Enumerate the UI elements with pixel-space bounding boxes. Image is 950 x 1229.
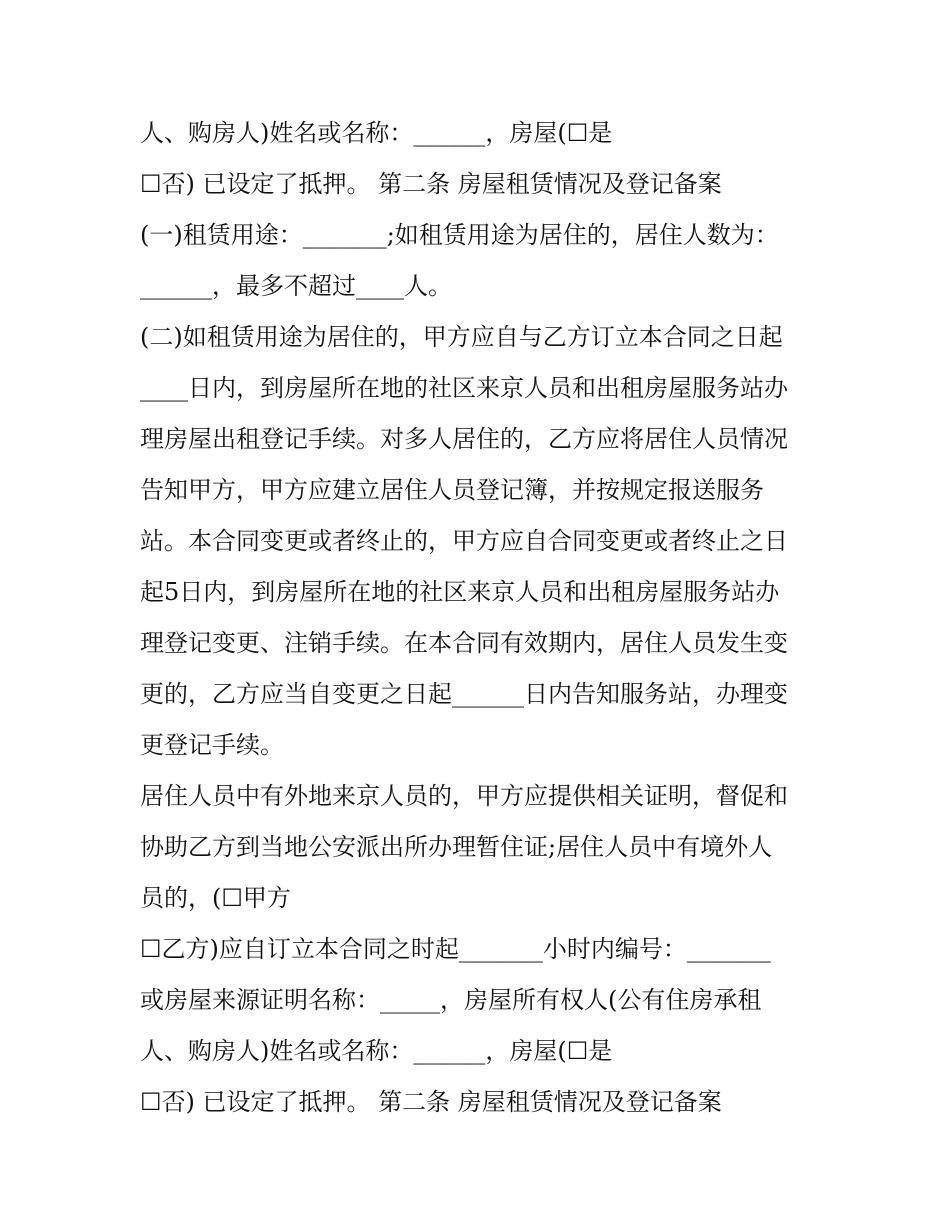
text-line: 居住人员中有外地来京人员的，甲方应提供相关证明，督促和 — [140, 782, 788, 810]
text-line: ______，最多不超过____人。 — [140, 272, 452, 300]
text-line: (二)如租赁用途为居住的，甲方应自与乙方订立本合同之日起 — [140, 323, 783, 351]
document-body — [140, 108, 830, 1128]
text-line: 理房屋出租登记手续。对多人居住的，乙方应将居住人员情况 — [140, 425, 788, 453]
text-line: ☐乙方)应自订立本合同之时起_______小时内编号：_______ — [140, 935, 771, 963]
text-line: 或房屋来源证明名称：_____，房屋所有权人(公有住房承租 — [140, 986, 762, 1014]
text-line: ☐否) 已设定了抵押。 第二条 房屋租赁情况及登记备案 — [140, 170, 722, 198]
text-line: 起5日内，到房屋所在地的社区来京人员和出租房屋服务站办 — [140, 578, 780, 606]
text-line: 人、购房人)姓名或名称：______，房屋(☐是 — [140, 119, 613, 147]
text-line: ____日内，到房屋所在地的社区来京人员和出租房屋服务站办 — [140, 374, 788, 402]
text-line: 员的，(☐甲方 — [140, 884, 291, 912]
text-line: 告知甲方，甲方应建立居住人员登记簿，并按规定报送服务 — [140, 476, 764, 504]
text-line: 理登记变更、注销手续。在本合同有效期内，居住人员发生变 — [140, 629, 788, 657]
text-line: 人、购房人)姓名或名称：______，房屋(☐是 — [140, 1037, 613, 1065]
text-line: ☐否) 已设定了抵押。 第二条 房屋租赁情况及登记备案 — [140, 1088, 722, 1116]
text-line: (一)租赁用途：_______;如租赁用途为居住的，居住人数为： — [140, 221, 779, 249]
text-line: 更的，乙方应当自变更之日起______日内告知服务站，办理变 — [140, 680, 788, 708]
text-line: 协助乙方到当地公安派出所办理暂住证;居住人员中有境外人 — [140, 833, 773, 861]
text-line: 站。本合同变更或者终止的，甲方应自合同变更或者终止之日 — [140, 527, 788, 555]
text-line: 更登记手续。 — [140, 731, 284, 759]
